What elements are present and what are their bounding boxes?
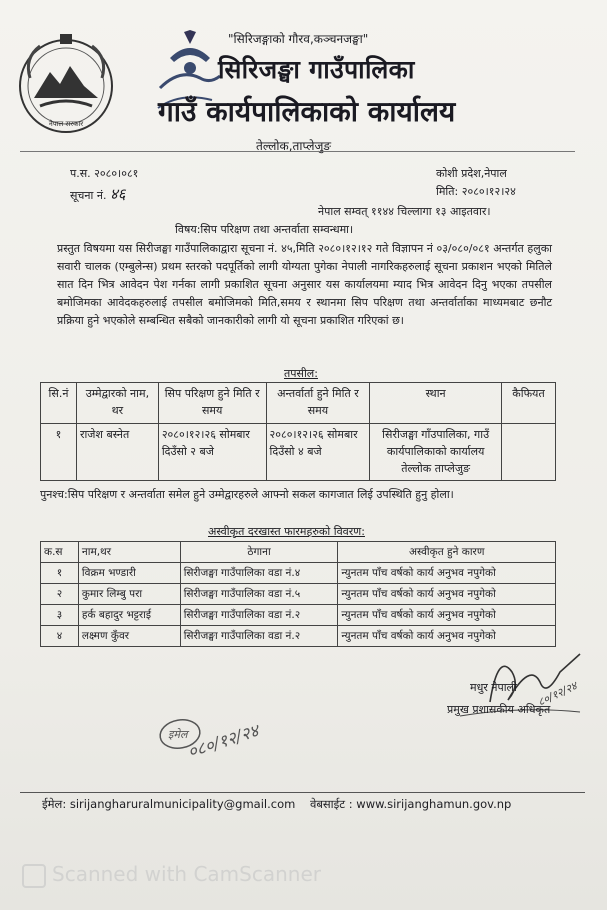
- col-skill-test-time: सिप परिक्षण हुने मिति र समय: [158, 383, 266, 424]
- cell-address: सिरीजङ्घा गाउँपालिका वडा नं.४: [180, 563, 338, 584]
- col-address: ठेगाना: [180, 542, 338, 563]
- col-interview-time: अन्तर्वार्ता हुने मिति र समय: [266, 383, 370, 424]
- cell-sn: २: [41, 584, 79, 605]
- col-venue: स्थान: [370, 383, 502, 424]
- cell-sn: १: [41, 424, 77, 481]
- email-label: ईमेल:: [42, 797, 67, 811]
- col-sn: क.स: [41, 542, 79, 563]
- col-candidate: उम्मेद्वारको नाम, थर: [76, 383, 158, 424]
- footer-divider: [20, 792, 585, 793]
- table-row: [41, 584, 556, 605]
- postscript-note: पुनश्च:सिप परिक्षण र अन्तर्वाता समेल हुने उम्मेद्वारहरुले आफ्नो सकल कागजात लिई उपस्थिति हुनु होला।: [40, 488, 454, 501]
- col-remarks: कैफियत: [502, 383, 556, 424]
- cell-address: सिरीजङ्घा गाउँपालिका वडा नं.२: [180, 605, 338, 626]
- signatory-name: मधुर नेपाली: [470, 681, 517, 694]
- cell-name: विक्रम भण्डारी: [78, 563, 180, 584]
- handwritten-stamp: [150, 700, 310, 770]
- website-label: वेबसाईट :: [309, 797, 353, 811]
- rejected-table: [40, 541, 556, 647]
- cell-reason: न्युनतम पाँच वर्षको कार्य अनुभव नपुगेको: [338, 563, 556, 584]
- table-row: [41, 563, 556, 584]
- scanner-watermark: Scanned with CamScanner: [52, 862, 321, 886]
- cell-address: सिरीजङ्घा गाउँपालिका वडा नं.२: [180, 626, 338, 647]
- table-row: [41, 424, 556, 481]
- signature-date: ८०/१२/२४: [535, 679, 580, 709]
- table-row: [41, 605, 556, 626]
- office-name: गाउँ कार्यपालिकाको कार्यालय: [158, 95, 456, 128]
- emblem-caption: नेपाल सरकार: [48, 120, 84, 128]
- cell-reason: न्युनतम पाँच वर्षको कार्य अनुभव नपुगेको: [338, 626, 556, 647]
- office-address: तेल्लोक,ताप्लेजुङ: [256, 139, 332, 153]
- col-sn: सि.नं: [41, 383, 77, 424]
- schedule-table: [40, 382, 556, 481]
- col-reason: अस्वीकृत हुने कारण: [338, 542, 556, 563]
- slogan: "सिरिजङ्गाको गौरव,कञ्चनजङ्घा": [228, 32, 369, 46]
- table-header-row: [41, 383, 556, 424]
- cell-name: लक्ष्मण कुँवर: [78, 626, 180, 647]
- notice-subject: विषय:सिप परिक्षण तथा अन्तर्वाता सम्वन्धमा।: [175, 223, 354, 236]
- notice-number: [70, 184, 126, 204]
- cell-name: कुमार लिम्बु परा: [78, 584, 180, 605]
- nepal-emblem-icon: [10, 28, 122, 140]
- signatory-post: प्रमुख प्रशासकीय अधिकृत: [447, 703, 551, 716]
- cell-address: सिरीजङ्घा गाउँपालिका वडा नं.५: [180, 584, 338, 605]
- cell-candidate: राजेश बस्नेत: [76, 424, 158, 481]
- cell-interview-time: २०८०।१२।२६ सोमबार दिउँसो ४ बजे: [266, 424, 370, 481]
- camscanner-icon: [22, 864, 46, 888]
- cell-venue: सिरीजङ्घा गाँउपालिका, गाउँ कार्यपालिकाको कार्यालय तेल्लोक ताप्लेजुङ: [370, 424, 502, 481]
- footer-contact: [42, 797, 511, 812]
- cell-sn: ४: [41, 626, 79, 647]
- stamp-note: इमेल: [168, 728, 188, 741]
- cell-reason: न्युनतम पाँच वर्षको कार्य अनुभव नपुगेको: [338, 584, 556, 605]
- table-header-row: [41, 542, 556, 563]
- schedule-heading: तपसील:: [284, 367, 318, 380]
- cell-name: हर्क बहादुर भट्टराई: [78, 605, 180, 626]
- notice-number-label: सूचना नं.: [70, 189, 107, 202]
- notice-number-value: ४६: [109, 185, 126, 203]
- cell-reason: न्युनतम पाँच वर्षको कार्य अनुभव नपुगेको: [338, 605, 556, 626]
- rejected-heading: अस्वीकृत दरखास्त फारमहरुको विवरण:: [208, 525, 365, 538]
- cell-skill-test-time: २०८०।१२।२६ सोमबार दिउँसो २ बजे: [158, 424, 266, 481]
- province: कोशी प्रदेश,नेपाल: [436, 167, 507, 180]
- municipality-name: सिरिजङ्घा गाउँपालिका: [218, 55, 415, 84]
- cell-sn: ३: [41, 605, 79, 626]
- website-address: www.sirijanghamun.gov.np: [356, 797, 512, 811]
- notice-body: प्रस्तुत विषयमा यस सिरीजङ्घा गाउँपालिकाद्वारा सूचना नं. ४५,मिति २०८०।१२।१२ गते विज्ञापन नं ०३/०८०/०८१ अन्तर्गत हलुका सवारी चालक (एम्बुलेन्स) प्रथम स्तरको पदपूर्तिको लागी योग्यता पुगेका नेपाली नागरिकहरुलाई सूचना प्रकाशन भएको मितिले सात दिन भित्र आवेदन पेश गर्नका लागी प्रकाशित सूचना अनुसार यस कार्यालयमा म्याद भित्र आवेदन दिनु भएका तपसील बमोजिमका आवेदकहरुलाई तपसील बमोजिमको मिति,समय र स्थानमा सिप परिक्षण तथा अन्तर्वार्ताका माध्यमबाट छनौट प्रक्रिया हुने भएकोले सम्बन्धित सबैको जानकारीको लागी यो सूचना प्रकाशित गरिएकां छ।: [57, 242, 552, 327]
- header-divider: [20, 151, 575, 152]
- cell-remarks: [502, 424, 556, 481]
- email-address: sirijangharuralmunicipality@gmail.com: [69, 797, 296, 811]
- col-name: नाम,थर: [78, 542, 180, 563]
- letter-reference: प.स. २०८०।०८१: [70, 167, 139, 180]
- nepal-samvat-date: नेपाल सम्वत् ११४४ चिल्लागा १३ आइतवार।: [318, 205, 491, 218]
- cell-sn: १: [41, 563, 79, 584]
- notice-date: मिति: २०८०।१२।२४: [436, 185, 516, 198]
- stamp-date: ०८०/१२/२४: [185, 721, 262, 763]
